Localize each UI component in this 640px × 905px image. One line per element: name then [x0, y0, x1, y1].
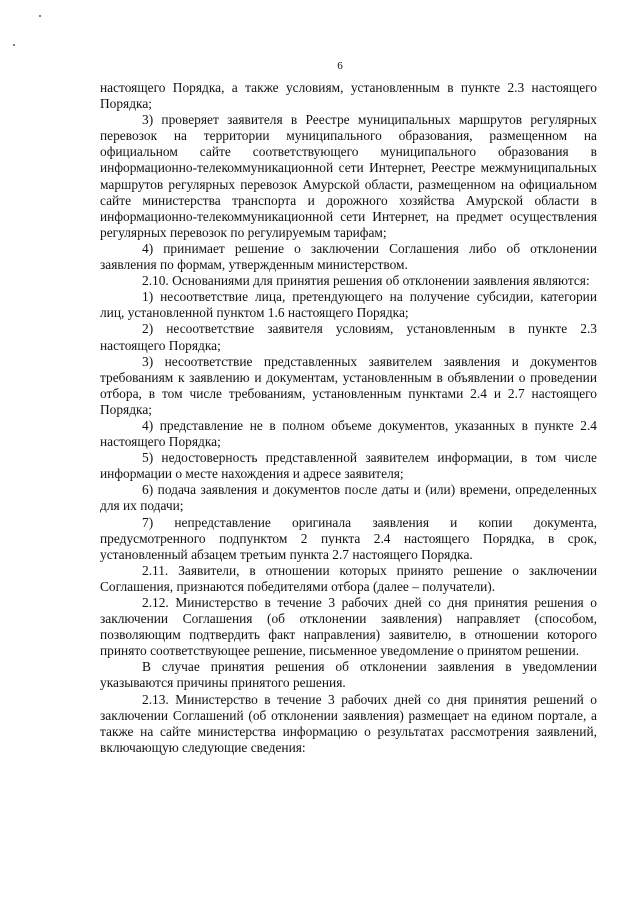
paragraph: 3) несоответствие представленных заявителем заявления и документов требованиям к заявлению и документам, установленным в объявлении о проведении отбора, в том числе требованиям, установленным пунктами 2.4 и 2.7 настоящего Порядка; — [100, 353, 597, 417]
paragraph: 3) проверяет заявителя в Реестре муниципальных маршрутов регулярных перевозок на территории муниципального образования, размещенном на официальном сайте соответствующего муниципального образования в информационно-телекоммуникационной сети Интернет, Реестре межмуниципальных маршрутов регулярных перевозок Амурской области, размещенном на официальном сайте министерства транспорта и дорожного хозяйства Амурской области в информационно-телекоммуникационной сети Интернет, на предмет осуществления регулярных перевозок по регулируемым тарифам; — [100, 112, 597, 240]
paragraph: 2) несоответствие заявителя условиям, установленным в пункте 2.3 настоящего Порядка; — [100, 321, 597, 353]
scan-speck — [39, 15, 41, 17]
paragraph: настоящего Порядка, а также условиям, установленным в пункте 2.3 настоящего Порядка; — [100, 80, 597, 112]
document-body — [100, 80, 597, 756]
paragraph: 2.13. Министерство в течение 3 рабочих дней со дня принятия решений о заключении Соглашений (об отклонении заявления) размещает на едином портале, а также на сайте министерства информацию о результатах рассмотрения заявлений, включающую следующие сведения: — [100, 691, 597, 755]
paragraph: 2.12. Министерство в течение 3 рабочих дней со дня принятия решения о заключении Соглашения (об отклонении заявления) направляет (способом, позволяющим подтвердить факт направления) заявителю, в отношении которого принято соответствующее решение, письменное уведомление о принятом решении. — [100, 595, 597, 659]
paragraph: 4) представление не в полном объеме документов, указанных в пункте 2.4 настоящего Порядка; — [100, 417, 597, 450]
paragraph: 2.10. Основаниями для принятия решения об отклонении заявления являются: — [142, 273, 590, 289]
paragraph: 1) несоответствие лица, претендующего на получение субсидии, категории лиц, установленной пунктом 1.6 настоящего Порядка; — [100, 289, 597, 321]
page-number: 6 — [337, 60, 343, 72]
scan-speck — [13, 44, 15, 46]
paragraph: 5) недостоверность представленной заявителем информации, в том числе информации о месте нахождения и адресе заявителя; — [100, 450, 597, 482]
paragraph: 6) подача заявления и документов после даты и (или) времени, определенных для их подачи; — [100, 482, 597, 514]
paragraph: 4) принимает решение о заключении Соглашения либо об отклонении заявления по формам, утвержденным министерством. — [100, 240, 597, 273]
paragraph: В случае принятия решения об отклонении заявления в уведомлении указываются причины принятого решения. — [100, 659, 597, 691]
paragraph: 7) непредставление оригинала заявления и копии документа, предусмотренного подпунктом 2 пункта 2.4 настоящего Порядка, в срок, установленный абзацем третьим пункта 2.7 настоящего Порядка. — [100, 514, 597, 562]
paragraph: 2.11. Заявители, в отношении которых принято решение о заключении Соглашения, признаются победителями отбора (далее – получатели). — [100, 562, 597, 594]
